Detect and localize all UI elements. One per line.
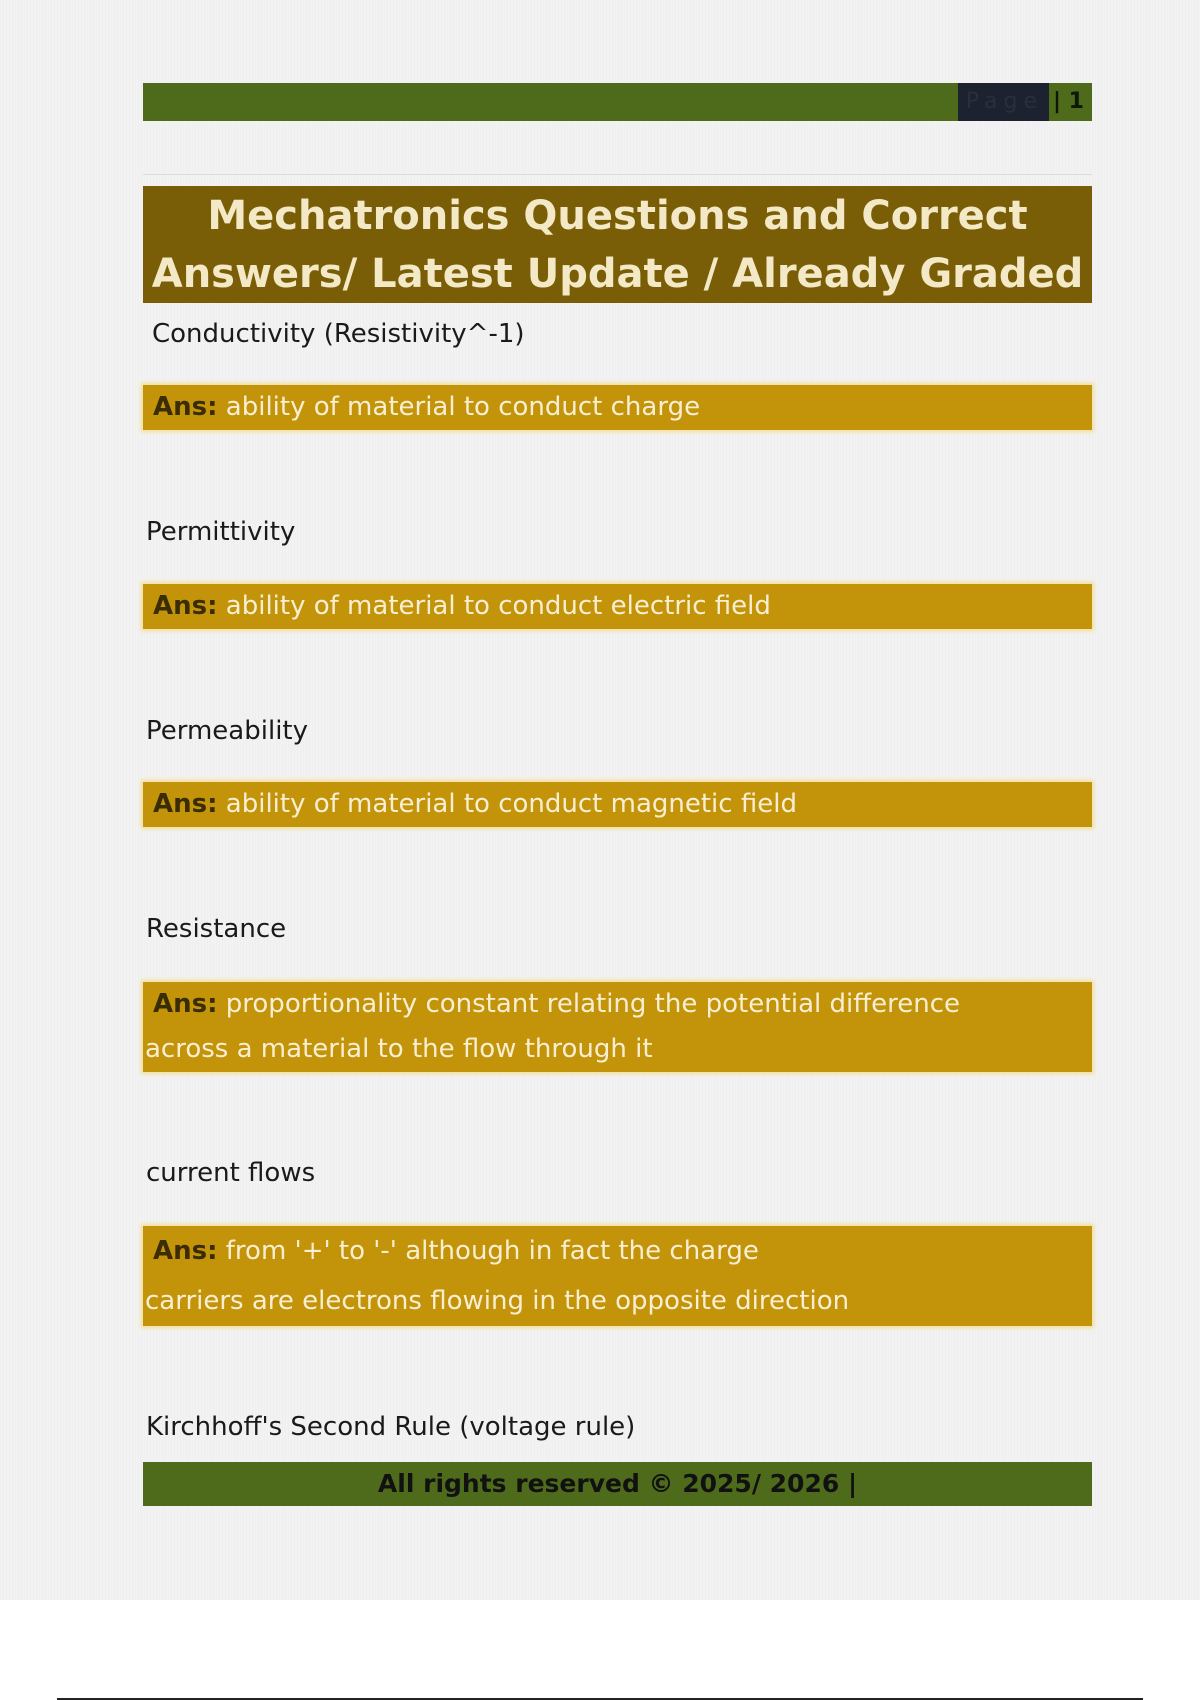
document-title-box bbox=[143, 186, 1092, 303]
answer-text: ability of material to conduct charge bbox=[225, 392, 701, 422]
answer-text: ability of material to conduct magnetic field bbox=[225, 789, 797, 819]
question-text: Kirchhoff's Second Rule (voltage rule) bbox=[146, 1412, 636, 1442]
answer-line: across a material to the flow through it bbox=[145, 1034, 653, 1064]
answer-line bbox=[143, 982, 1082, 1027]
answer-label: Ans: bbox=[153, 392, 218, 422]
answer-box bbox=[143, 782, 1092, 827]
answer-line bbox=[143, 1226, 1082, 1276]
answer-label: Ans: bbox=[153, 1236, 218, 1266]
answer-box bbox=[143, 584, 1092, 629]
document-title: Mechatronics Questions and Correct Answers/ Latest Update / Already Graded bbox=[151, 192, 1084, 297]
answer-label: Ans: bbox=[153, 591, 218, 621]
answer-label: Ans: bbox=[153, 989, 218, 1019]
copyright-text: All rights reserved © 2025/ 2026 | bbox=[377, 1469, 858, 1498]
answer-text: ability of material to conduct electric field bbox=[225, 591, 771, 621]
header-bar bbox=[143, 83, 1092, 121]
question-text: Resistance bbox=[146, 914, 287, 944]
answer-label: Ans: bbox=[153, 789, 218, 819]
answer-line: carriers are electrons flowing in the opposite direction bbox=[145, 1286, 850, 1316]
answer-box bbox=[143, 385, 1092, 430]
answer-line bbox=[153, 584, 1082, 629]
question-text: Permeability bbox=[146, 716, 308, 746]
page-indicator bbox=[958, 83, 1092, 121]
question-text: Permittivity bbox=[146, 517, 296, 547]
answer-line bbox=[153, 782, 1082, 827]
answer-text: from '+' to '-' although in fact the charge bbox=[225, 1236, 759, 1266]
answer-box bbox=[143, 1226, 1092, 1326]
footer-bar bbox=[143, 1462, 1092, 1506]
question-text: Conductivity (Resistivity^-1) bbox=[152, 319, 525, 349]
answer-box bbox=[143, 982, 1092, 1072]
header-divider bbox=[143, 174, 1092, 175]
question-text: current flows bbox=[146, 1158, 316, 1188]
answer-text: proportionality constant relating the potential difference bbox=[225, 989, 961, 1019]
answer-line bbox=[153, 385, 1082, 430]
page-label: Page bbox=[958, 83, 1049, 121]
page-number: | 1 bbox=[1052, 89, 1084, 114]
